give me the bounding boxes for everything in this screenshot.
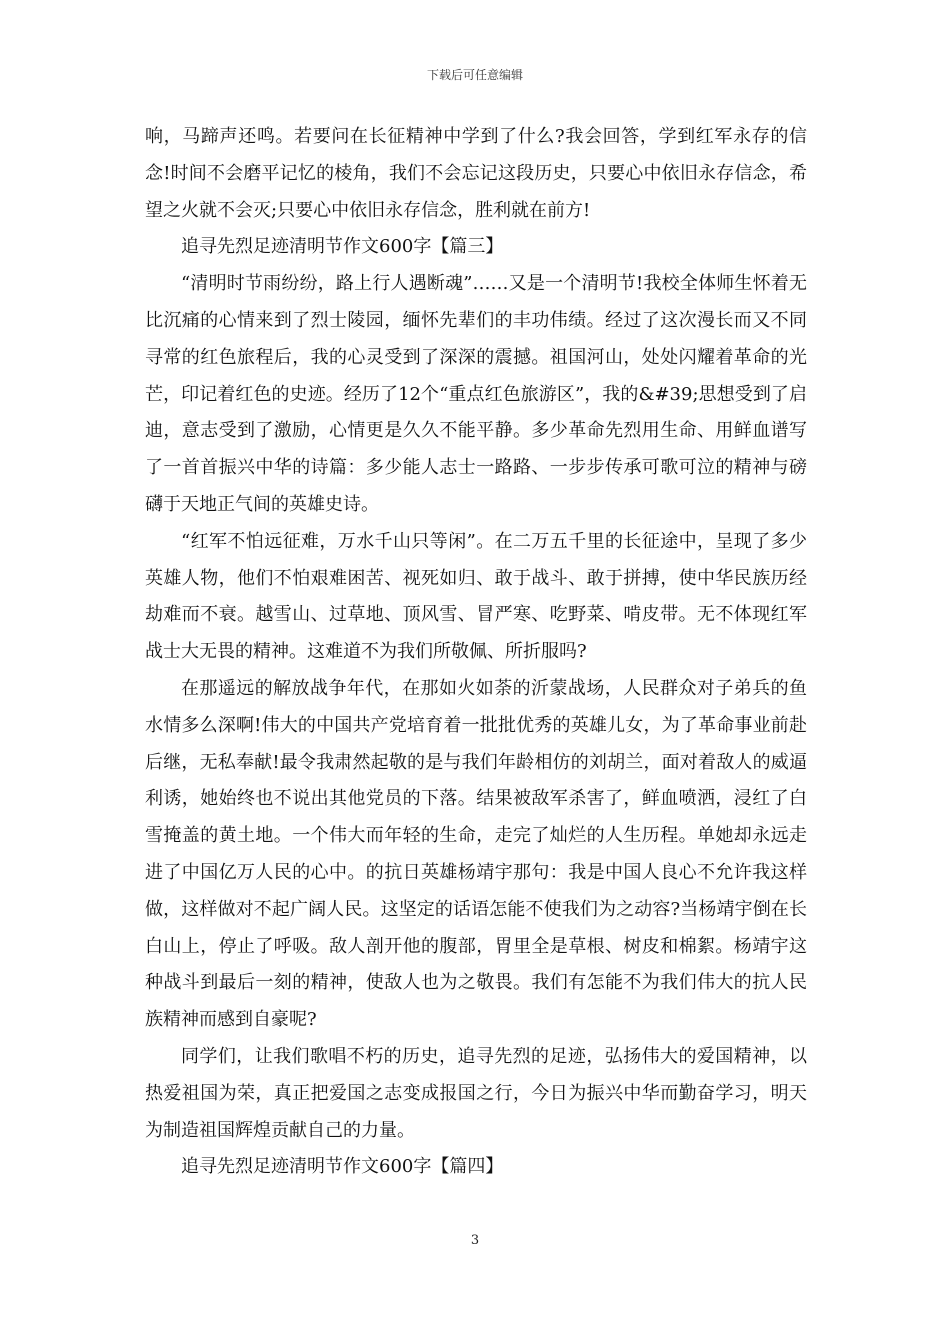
paragraph-long-march: “红军不怕远征难，万水千山只等闲”。在二万五千里的长征途中，呈现了多少英雄人物，他们不怕艰难困苦、视死如归、敢于战斗、敢于拼搏，使中华民族历经劫难而不衰。越雪山、过草地、顶风雪、冒严寒、吃野菜、啃皮带。无不体现红军战士大无畏的精神。这难道不为我们所敬佩、所折服吗? bbox=[145, 530, 807, 663]
paragraph-qingming-visit: “清明时节雨纷纷，路上行人遇断魂”……又是一个清明节!我校全体师生怀着无比沉痛的心情来到了烈士陵园，缅怀先辈们的丰功伟绩。经过了这次漫长而又不同寻常的红色旅程后，我的心灵受到了深深的震撼。祖国河山，处处闪耀着革命的光芒，印记着红色的史迹。经历了12个“重点红色旅游区”，我的&#39;思想受到了启迪，意志受到了激励，心情更是久久不能平静。多少革命先烈用生命、用鲜血谱写了一首首振兴中华的诗篇：多少能人志士一路路、一步步传承可歌可泣的精神与磅礴于天地正气间的英雄史诗。 bbox=[145, 273, 807, 515]
paragraph-continuation: 响，马蹄声还鸣。若要问在长征精神中学到了什么?我会回答，学到红军永存的信念!时间不会磨平记忆的棱角，我们不会忘记这段历史，只要心中依旧永存信念，希望之火就不会灭;只要心中依旧永存信念，胜利就在前方! bbox=[145, 126, 807, 221]
paragraph-call-to-students: 同学们，让我们歌唱不朽的历史，追寻先烈的足迹，弘扬伟大的爱国精神，以热爱祖国为荣，真正把爱国之志变成报国之行，今日为振兴中华而勤奋学习，明天为制造祖国辉煌贡献自己的力量。 bbox=[145, 1045, 807, 1141]
page-number: 3 bbox=[470, 1233, 480, 1248]
section-heading-part-three: 追寻先烈足迹清明节作文600字【篇三】 bbox=[181, 236, 504, 258]
paragraph-liberation-war: 在那遥远的解放战争年代，在那如火如荼的沂蒙战场，人民群众对子弟兵的鱼水情多么深啊!伟大的中国共产党培育着一批批优秀的英雄儿女，为了革命事业前赴后继，无私奉献!最令我肃然起敬的是与我们年龄相仿的刘胡兰，面对着敌人的威逼利诱，她始终也不说出其他党员的下落。结果被敌军杀害了，鲜血喷洒，浸红了白雪掩盖的黄土地。一个伟大而年轻的生命，走完了灿烂的人生历程。单她却永远走进了中国亿万人民的心中。的抗日英雄杨靖宇那句：我是中国人良心不允许我这样做，这样做对不起广阔人民。这坚定的话语怎能不使我们为之动容?当杨靖宇倒在长白山上，停止了呼吸。敌人剖开他的腹部，胃里全是草根、树皮和棉絮。杨靖宇这种战斗到最后一刻的精神，使敌人也为之敬畏。我们有怎能不为我们伟大的抗人民族精神而感到自豪呢? bbox=[145, 677, 807, 1031]
section-heading-part-four: 追寻先烈足迹清明节作文600字【篇四】 bbox=[181, 1156, 504, 1178]
page-header: 下载后可任意编辑 bbox=[426, 68, 523, 82]
document-body bbox=[145, 119, 807, 1186]
